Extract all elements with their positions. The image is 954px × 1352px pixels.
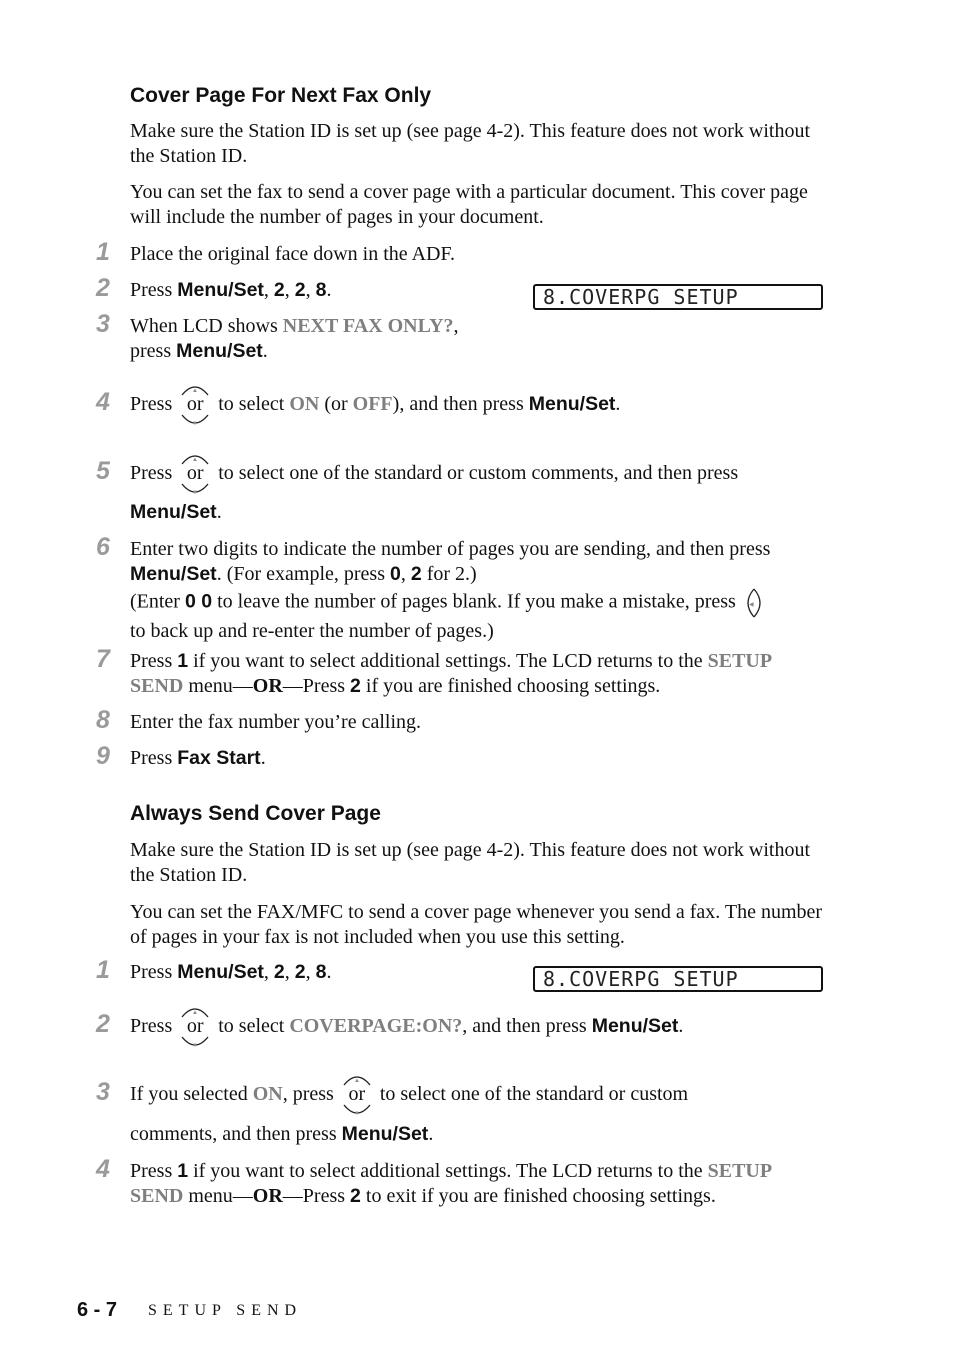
section-heading-always-send: Always Send Cover Page (130, 802, 381, 825)
step-text: Press Menu/Set, 2, 2, 8. (130, 961, 332, 983)
step-number: 8 (96, 706, 110, 734)
chapter-title: SETUP SEND (148, 1302, 303, 1319)
step-text: Enter two digits to indicate the number of pages you are sending, and then press Menu/Set. (For example, press 0, 2 for 2.) (Enter 0 0 to leave the number of pages blank. If you make a mistake, press ◀ to back up and re-enter the number of pages.) (130, 538, 771, 642)
svg-text:▼: ▼ (192, 490, 199, 497)
step-number: 1 (96, 238, 110, 266)
intro-paragraph: Make sure the Station ID is set up (see page 4-2). This feature does not work without the Station ID. (130, 120, 811, 167)
svg-text:▲: ▲ (192, 1010, 199, 1017)
svg-text:▼: ▼ (192, 421, 199, 428)
section-heading-next-fax-only: Cover Page For Next Fax Only (130, 84, 432, 107)
step-number: 6 (96, 533, 110, 561)
svg-text:◀: ◀ (748, 602, 754, 608)
step-number: 7 (96, 645, 110, 673)
up-down-arrow-keys-icon: ▲ ▼ or (178, 381, 212, 429)
svg-text:▼: ▼ (192, 1043, 199, 1050)
step-number: 1 (96, 956, 110, 984)
step-text: Press ▲ ▼ or to select ON (or OFF), and then press Menu/Set. (130, 380, 830, 429)
svg-text:▲: ▲ (192, 388, 199, 395)
step-number: 9 (96, 742, 110, 770)
description-paragraph: You can set the fax to send a cover page with a particular document. This cover page will include the number of pages in your document. (130, 181, 808, 228)
up-down-arrow-keys-icon: ▲ ▼ or (340, 1071, 374, 1119)
step-text: Press 1 if you want to select additional settings. The LCD returns to the SETUP SEND menu—OR—Press 2 to exit if you are finished choosing settings. (130, 1160, 773, 1207)
up-down-arrow-keys-icon: ▲ ▼ or (178, 450, 212, 498)
svg-text:▲: ▲ (192, 457, 199, 464)
svg-text:▼: ▼ (353, 1111, 360, 1118)
left-arrow-key-icon (740, 587, 762, 619)
svg-text:▲: ▲ (353, 1078, 360, 1085)
step-number: 3 (96, 1078, 110, 1106)
step-text: Enter the fax number you’re calling. (130, 711, 421, 733)
page-number: 6 - 7 (77, 1299, 118, 1321)
lcd-display: 8.COVERPG SETUP (533, 966, 823, 992)
intro-paragraph: Make sure the Station ID is set up (see page 4-2). This feature does not work without the Station ID. (130, 839, 811, 886)
description-paragraph: You can set the FAX/MFC to send a cover page whenever you send a fax. The number of pages in your fax is not included when you use this setting. (130, 901, 823, 948)
step-number: 5 (96, 457, 110, 485)
step-text: Press ▲ ▼ or to select COVERPAGE:ON?, and then press Menu/Set. (130, 1002, 830, 1051)
step-text-continued: comments, and then press Menu/Set. (130, 1123, 434, 1145)
step-number: 4 (96, 1155, 110, 1183)
step-text: Place the original face down in the ADF. (130, 243, 455, 265)
step-number: 3 (96, 310, 110, 338)
step-number: 2 (96, 274, 110, 302)
lcd-display: 8.COVERPG SETUP (533, 284, 823, 310)
step-text: Press Menu/Set, 2, 2, 8. (130, 279, 332, 301)
step-number: 4 (96, 388, 110, 416)
up-down-arrow-keys-icon: ▲ ▼ or (178, 1003, 212, 1051)
step-text: Press Fax Start. (130, 747, 266, 769)
step-text: Press 1 if you want to select additional settings. The LCD returns to the SETUP SEND menu—OR—Press 2 if you are finished choosing settings. (130, 650, 773, 697)
step-text: When LCD shows NEXT FAX ONLY?, press Menu/Set. (130, 315, 459, 362)
step-number: 2 (96, 1010, 110, 1038)
step-text: Press ▲ ▼ or to select one of the standard or custom comments, and then press (130, 449, 830, 498)
step-text-continued: Menu/Set. (130, 501, 222, 523)
step-text: If you selected ON, press ▲ ▼ or to select one of the standard or custom (130, 1070, 830, 1119)
